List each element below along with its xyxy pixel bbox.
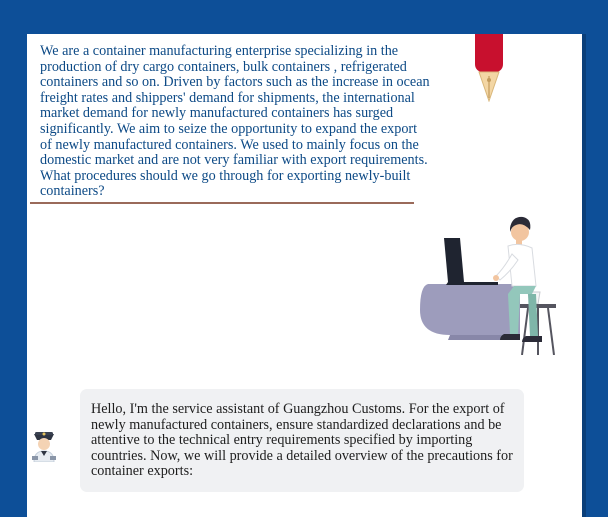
customs-officer-avatar-icon [29,428,59,462]
assistant-reply-text: Hello, I'm the service assistant of Guangzhou Customs. For the export of newly manufactured containers, ensure standardized declarations and be attentive to the technical entry requirements specified by importing countries. Now, we will provide a detailed overview of the precautions for container exports: [91,401,513,480]
customer-question-text: We are a container manufacturing enterprise specializing in the production of dry cargo containers, bulk containers , refrigerated containers and so on. Driven by factors such as the increase in ocean freight rates and shippers' demand for shipments, the international market demand for newly manufactured containers has surged significantly. We aim to seize the opportunity to expand the export of newly manufactured containers. We used to mainly focus on the domestic market and are not very familiar with export requirements. What procedures should we go through for exporting newly-built containers? [40,43,430,200]
person-at-desk-illustration [420,210,562,355]
assistant-reply-bubble [80,389,524,492]
section-divider [30,202,414,204]
fountain-pen-icon [471,34,507,102]
content-panel [27,34,582,517]
